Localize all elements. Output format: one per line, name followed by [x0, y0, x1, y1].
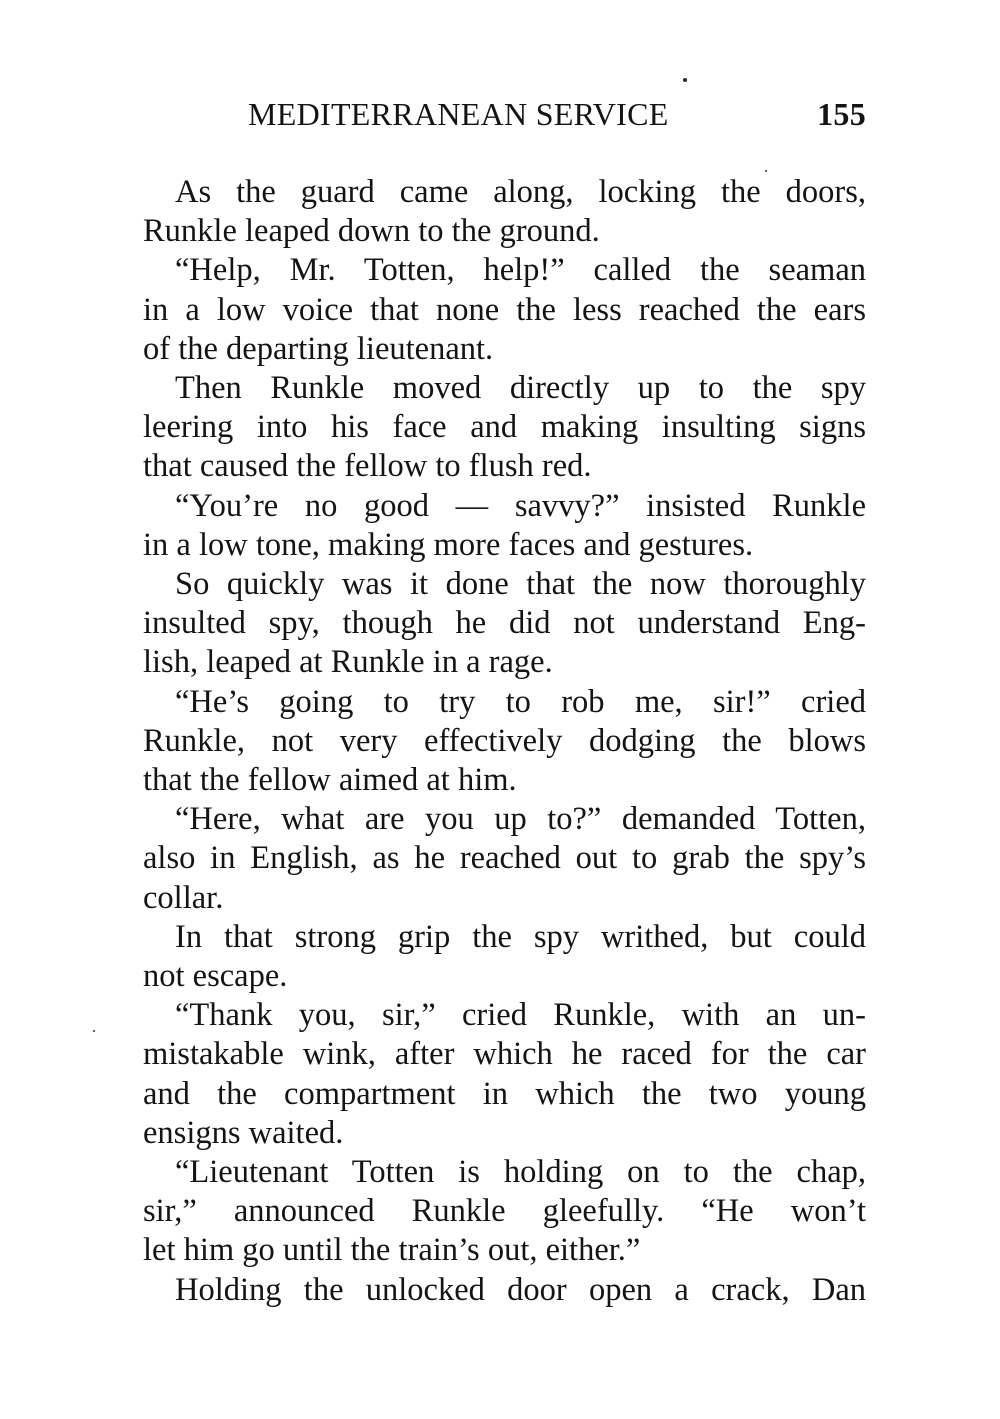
text-line: “He’s going to try to rob me, sir!” cried — [175, 683, 866, 720]
text-line: also in English, as he reached out to grab the spy’s — [143, 840, 866, 877]
paragraph — [143, 683, 866, 801]
text-line: in a low voice that none the less reached the ears — [143, 291, 866, 328]
paragraph — [143, 487, 866, 565]
text-line: collar. — [143, 879, 224, 916]
page-number: 155 — [817, 96, 866, 132]
text-line: lish, leaped at Runkle in a rage. — [143, 644, 553, 681]
text-line: Holding the unlocked door open a crack, Dan — [175, 1271, 866, 1308]
text-line: of the departing lieutenant. — [143, 330, 494, 367]
text-line: As the guard came along, locking the doors, — [175, 174, 866, 210]
text-line: So quickly was it done that the now thoroughly — [175, 566, 866, 603]
text-line: “Help, Mr. Totten, help!” called the seaman — [175, 252, 866, 289]
paragraph — [143, 996, 866, 1153]
text-line: “Thank you, sir,” cried Runkle, with an un- — [175, 997, 866, 1034]
text-line: not escape. — [143, 958, 288, 995]
text-line: insulted spy, though he did not understand Eng- — [143, 605, 866, 642]
paragraph — [143, 918, 866, 996]
text-line: Runkle leaped down to the ground. — [143, 213, 600, 250]
paragraph — [143, 800, 866, 918]
text-line: that caused the fellow to flush red. — [143, 448, 592, 485]
print-speck — [683, 78, 687, 82]
running-title: MEDITERRANEAN SERVICE — [248, 96, 669, 132]
text-line: “Here, what are you up to?” demanded Totten, — [175, 801, 866, 838]
text-line: in a low tone, making more faces and gestures. — [143, 526, 754, 563]
print-speck — [93, 1030, 95, 1032]
text-line: Then Runkle moved directly up to the spy — [175, 370, 866, 407]
text-line: and the compartment in which the two young — [143, 1075, 866, 1112]
running-header — [248, 96, 866, 136]
paragraph — [143, 369, 866, 487]
text-line: sir,” announced Runkle gleefully. “He won’t — [143, 1193, 866, 1230]
text-line: In that strong grip the spy writhed, but could — [175, 918, 866, 955]
body-text — [143, 173, 866, 1310]
text-line: let him go until the train’s out, either.” — [143, 1232, 641, 1269]
paragraph — [143, 565, 866, 683]
print-speck — [765, 170, 767, 172]
text-line: mistakable wink, after which he raced for the car — [143, 1036, 866, 1073]
text-line: that the fellow aimed at him. — [143, 762, 517, 799]
paragraph — [143, 1153, 866, 1271]
text-line: leering into his face and making insulting signs — [143, 409, 866, 446]
text-line: ensigns waited. — [143, 1114, 344, 1151]
paragraph — [143, 173, 866, 251]
paragraph — [143, 251, 866, 369]
text-line: “Lieutenant Totten is holding on to the chap, — [175, 1154, 866, 1191]
text-line: “You’re no good — savvy?” insisted Runkle — [175, 487, 866, 524]
text-line: Runkle, not very effectively dodging the blows — [143, 722, 866, 759]
paragraph — [143, 1271, 866, 1310]
